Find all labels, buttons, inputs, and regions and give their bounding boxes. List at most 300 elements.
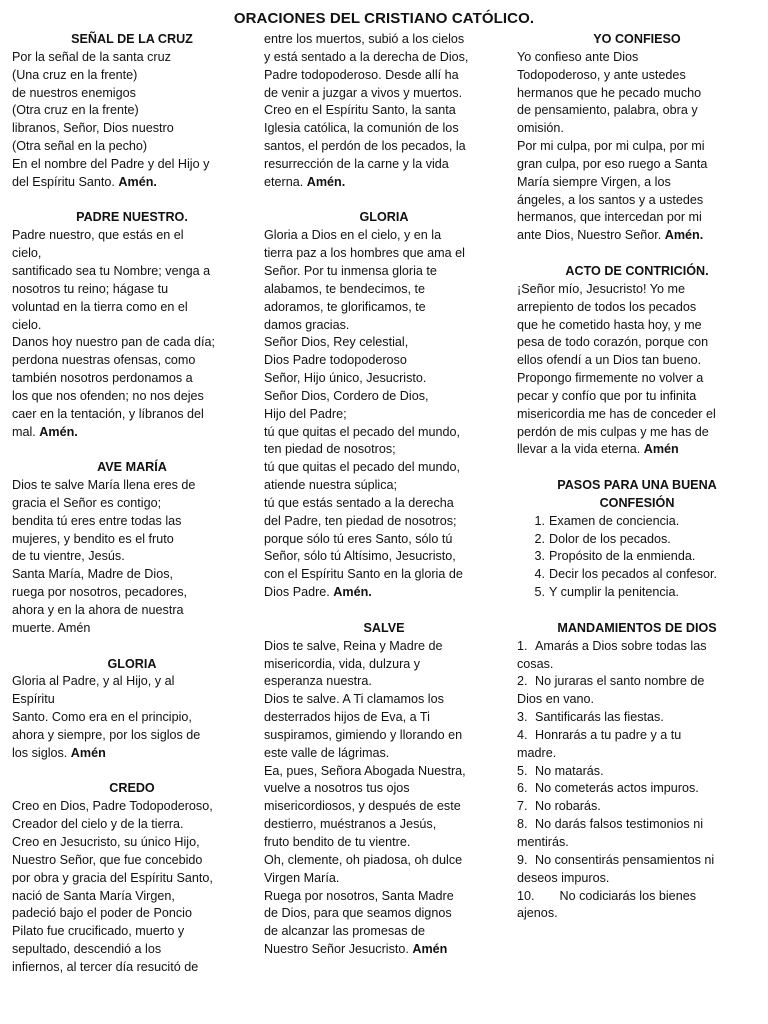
prayer-gloria-larga bbox=[264, 209, 504, 602]
prayer-line bbox=[264, 388, 504, 406]
prayer-line bbox=[264, 245, 504, 263]
section-spacer bbox=[517, 459, 757, 477]
prayer-yo-confieso bbox=[517, 31, 757, 245]
mandamiento-text: Honrarás a tu padre y a tu bbox=[535, 727, 682, 742]
prayer-line-text: ¡Señor mío, Jesucristo! Yo me bbox=[517, 281, 685, 296]
prayer-line-text: del Padre, ten piedad de nosotros; bbox=[264, 513, 457, 528]
prayer-line bbox=[12, 85, 252, 103]
mandamiento-text-cont: mentirás. bbox=[517, 834, 569, 849]
mandamiento-item bbox=[517, 780, 757, 798]
prayer-line-text: cielo, bbox=[12, 246, 42, 261]
mandamiento-text: No cometerás actos impuros. bbox=[535, 781, 699, 796]
prayer-line bbox=[12, 388, 252, 406]
prayer-line bbox=[12, 816, 252, 834]
prayer-line-text: infiernos, al tercer día resucitó de bbox=[12, 959, 199, 974]
section-spacer bbox=[12, 192, 252, 210]
pasos-number: 5. bbox=[534, 585, 545, 600]
mandamiento-text-cont: madre. bbox=[517, 745, 557, 760]
mandamiento-text: No juraras el santo nombre de bbox=[535, 674, 705, 689]
prayer-line-text: atiende nuestra súplica; bbox=[264, 478, 398, 493]
mandamiento-text: No codiciarás los bienes bbox=[535, 888, 696, 903]
prayer-line-text: arrepiento de todos los pecados bbox=[517, 299, 697, 314]
prayer-line bbox=[264, 49, 504, 67]
prayer-line bbox=[517, 192, 757, 210]
prayer-line-text: Virgen María. bbox=[264, 870, 340, 885]
prayer-line bbox=[517, 102, 757, 120]
prayer-line-text: ruega por nosotros, pecadores, bbox=[12, 585, 188, 600]
pasos-text: Examen de conciencia. bbox=[549, 513, 680, 528]
prayer-line bbox=[264, 745, 504, 763]
prayer-line-text: Padre todopoderoso. Desde allí ha bbox=[264, 67, 459, 82]
prayer-line bbox=[264, 352, 504, 370]
prayer-line bbox=[12, 317, 252, 335]
mandamiento-number: 10. bbox=[517, 888, 535, 903]
pasos-confesion bbox=[517, 477, 757, 602]
prayer-line-text: omisión. bbox=[517, 121, 564, 136]
prayer-line bbox=[264, 638, 504, 656]
mandamiento-row bbox=[517, 852, 757, 870]
prayer-line-text: hermanos, que intercedan por mi bbox=[517, 210, 702, 225]
prayer-line bbox=[264, 227, 504, 245]
pasos-list bbox=[517, 513, 757, 602]
prayer-line bbox=[264, 780, 504, 798]
prayer-line bbox=[517, 85, 757, 103]
prayer-line-text: de tu vientre, Jesús. bbox=[12, 549, 125, 564]
prayer-line bbox=[12, 156, 252, 174]
prayer-line-text: misericordia me has de conceder el bbox=[517, 406, 716, 421]
prayer-line bbox=[264, 691, 504, 709]
prayer-line-text: Creo en Jesucristo, su único Hijo, bbox=[12, 834, 200, 849]
prayer-line bbox=[12, 745, 252, 763]
prayer-line bbox=[12, 602, 252, 620]
prayer-line bbox=[264, 138, 504, 156]
mandamiento-row bbox=[517, 798, 757, 816]
prayer-heading: YO CONFIESO bbox=[593, 32, 681, 46]
section-spacer bbox=[12, 441, 252, 459]
mandamiento-text-cont: ajenos. bbox=[517, 906, 558, 921]
prayer-line bbox=[264, 870, 504, 888]
mandamiento-item bbox=[517, 709, 757, 727]
prayer-line-text: voluntad en la tierra como en el bbox=[12, 299, 188, 314]
mandamiento-text-cont: deseos impuros. bbox=[517, 870, 610, 885]
prayer-line-text: sepultado, descendió a los bbox=[12, 942, 162, 957]
prayer-line bbox=[12, 691, 252, 709]
prayer-senal-de-la-cruz bbox=[12, 31, 252, 192]
mandamiento-text: No matarás. bbox=[535, 763, 604, 778]
prayer-line bbox=[264, 816, 504, 834]
prayer-line-text: porque sólo tú eres Santo, sólo tú bbox=[264, 531, 453, 546]
prayer-line-text: y está sentado a la derecha de Dios, bbox=[264, 49, 469, 64]
prayer-line-text: Dios Padre todopoderoso bbox=[264, 353, 407, 368]
pasos-number: 4. bbox=[534, 567, 545, 582]
prayer-line bbox=[12, 370, 252, 388]
mandamientos-heading: MANDAMIENTOS DE DIOS bbox=[557, 620, 717, 635]
prayer-line bbox=[12, 281, 252, 299]
prayer-line bbox=[12, 102, 252, 120]
prayer-line-text: Padre nuestro, que estás en el bbox=[12, 228, 184, 243]
prayer-line bbox=[517, 281, 757, 299]
mandamiento-item bbox=[517, 798, 757, 816]
prayer-line-text: (Otra señal en la pecho) bbox=[12, 139, 148, 154]
pasos-number: 2. bbox=[534, 531, 545, 546]
prayer-line bbox=[264, 798, 504, 816]
section-spacer bbox=[12, 638, 252, 656]
prayer-line-text: Nuestro Señor Jesucristo. bbox=[264, 942, 413, 957]
prayer-line-text: Señor, Hijo único, Jesucristo. bbox=[264, 371, 427, 386]
prayer-line bbox=[12, 923, 252, 941]
prayer-line bbox=[264, 763, 504, 781]
mandamiento-text: No robarás. bbox=[535, 799, 601, 814]
prayer-line-text: tú que estás sentado a la derecha bbox=[264, 495, 454, 510]
prayer-line bbox=[264, 459, 504, 477]
prayer-line bbox=[517, 334, 757, 352]
mandamiento-number: 6. bbox=[517, 781, 528, 796]
prayer-line bbox=[264, 102, 504, 120]
prayer-line bbox=[12, 245, 252, 263]
prayer-line bbox=[264, 85, 504, 103]
pasos-item bbox=[517, 584, 757, 602]
prayer-credo-continuacion bbox=[264, 31, 504, 192]
prayer-line bbox=[12, 870, 252, 888]
prayer-line-text: de nuestros enemigos bbox=[12, 85, 136, 100]
column-1 bbox=[12, 31, 252, 977]
prayer-line bbox=[264, 156, 504, 174]
document-title: ORACIONES DEL CRISTIANO CATÓLICO. bbox=[233, 10, 535, 27]
prayer-line bbox=[12, 513, 252, 531]
mandamiento-number: 2. bbox=[517, 674, 528, 689]
prayer-line bbox=[12, 120, 252, 138]
mandamiento-text-cont: Dios en vano. bbox=[517, 692, 595, 707]
prayer-line-text: ahora y siempre, por los siglos de bbox=[12, 727, 201, 742]
mandamiento-text-cont: cosas. bbox=[517, 656, 554, 671]
prayer-line bbox=[12, 959, 252, 977]
prayer-line-text: Dios Padre. bbox=[264, 585, 334, 600]
section-spacer bbox=[517, 245, 757, 263]
prayer-line-text: cielo. bbox=[12, 317, 42, 332]
prayer-line bbox=[264, 495, 504, 513]
prayer-line-text: libranos, Señor, Dios nuestro bbox=[12, 121, 174, 136]
prayer-line bbox=[517, 370, 757, 388]
prayer-line bbox=[264, 656, 504, 674]
prayer-heading: SEÑAL DE LA CRUZ bbox=[71, 32, 193, 46]
prayer-line bbox=[264, 370, 504, 388]
prayer-line bbox=[12, 49, 252, 67]
prayer-line bbox=[12, 138, 252, 156]
prayer-line-text: misericordia, vida, dulzura y bbox=[264, 656, 421, 671]
prayer-line-text: María siempre Virgen, a los bbox=[517, 174, 671, 189]
prayer-line-text: del Espíritu Santo. bbox=[12, 174, 119, 189]
prayer-line bbox=[264, 531, 504, 549]
section-spacer bbox=[12, 763, 252, 781]
prayer-line-text: (Una cruz en la frente) bbox=[12, 67, 138, 82]
pasos-heading: PASOS PARA UNA BUENA bbox=[557, 478, 717, 493]
pasos-number: 3. bbox=[534, 549, 545, 564]
prayer-line-text: Señor. Por tu inmensa gloria te bbox=[264, 263, 437, 278]
prayer-heading: SALVE bbox=[363, 620, 405, 635]
prayer-line bbox=[517, 352, 757, 370]
prayer-line bbox=[264, 584, 504, 602]
prayer-line-text: Todopoderoso, y ante ustedes bbox=[517, 67, 686, 82]
prayer-line-text: Oh, clemente, oh piadosa, oh dulce bbox=[264, 852, 463, 867]
prayer-amen: Amén. bbox=[118, 174, 157, 189]
prayer-heading: AVE MARÍA bbox=[97, 460, 167, 475]
prayer-line-text: caer en la tentación, y líbranos del bbox=[12, 406, 204, 421]
prayer-line bbox=[12, 548, 252, 566]
prayer-line-text: ángeles, a los santos y a ustedes bbox=[517, 192, 704, 207]
prayer-line-text: Nuestro Señor, que fue concebido bbox=[12, 852, 203, 867]
prayer-line bbox=[517, 388, 757, 406]
mandamientos-list bbox=[517, 638, 757, 924]
mandamiento-row bbox=[517, 709, 757, 727]
prayer-credo bbox=[12, 780, 252, 976]
prayer-line bbox=[264, 406, 504, 424]
prayer-line-text: esperanza nuestra. bbox=[264, 674, 372, 689]
prayer-line bbox=[517, 49, 757, 67]
prayer-line-text: eterna. bbox=[264, 174, 307, 189]
mandamiento-number: 4. bbox=[517, 727, 528, 742]
prayer-line bbox=[264, 513, 504, 531]
prayer-line-text: muerte. Amén bbox=[12, 620, 91, 635]
prayer-line bbox=[264, 852, 504, 870]
mandamiento-number: 7. bbox=[517, 799, 528, 814]
prayer-line bbox=[12, 709, 252, 727]
prayer-line bbox=[517, 227, 757, 245]
mandamiento-text: No consentirás pensamientos ni bbox=[535, 852, 715, 867]
mandamiento-row bbox=[517, 763, 757, 781]
prayer-line-text: llevar a la vida eterna. bbox=[517, 442, 644, 457]
prayer-line-text: de Dios, para que seamos dignos bbox=[264, 906, 452, 921]
prayer-line-text: destierro, muéstranos a Jesús, bbox=[264, 817, 437, 832]
prayer-line bbox=[264, 905, 504, 923]
prayer-line-text: Espíritu bbox=[12, 692, 55, 707]
prayer-line-text: resurrección de la carne y la vida bbox=[264, 156, 449, 171]
prayer-amen: Amén bbox=[643, 442, 679, 457]
prayer-amen: Amén. bbox=[333, 585, 372, 600]
prayer-line bbox=[12, 905, 252, 923]
pasos-item bbox=[517, 566, 757, 584]
prayer-line bbox=[264, 174, 504, 192]
mandamiento-item bbox=[517, 816, 757, 852]
prayer-line bbox=[12, 174, 252, 192]
prayer-line-text: Por mi culpa, por mi culpa, por mi bbox=[517, 139, 705, 154]
prayer-heading: GLORIA bbox=[107, 656, 157, 671]
prayer-line bbox=[517, 209, 757, 227]
mandamiento-item bbox=[517, 638, 757, 674]
pasos-number: 1. bbox=[534, 513, 545, 528]
prayer-line-text: con el Espíritu Santo en la gloria de bbox=[264, 567, 463, 582]
prayer-line bbox=[264, 299, 504, 317]
prayer-line-text: Dios te salve María llena eres de bbox=[12, 478, 196, 493]
prayer-line bbox=[517, 174, 757, 192]
prayer-line-text: Gloria al Padre, y al Hijo, y al bbox=[12, 674, 175, 689]
prayer-line bbox=[12, 620, 252, 638]
prayer-line bbox=[12, 834, 252, 852]
mandamiento-row bbox=[517, 816, 757, 834]
mandamiento-row bbox=[517, 888, 757, 906]
prayer-line bbox=[517, 138, 757, 156]
prayer-line-text: En el nombre del Padre y del Hijo y bbox=[12, 156, 210, 171]
prayer-amen: Amén. bbox=[306, 174, 346, 189]
prayer-line-text: los que nos ofenden; no nos dejes bbox=[12, 388, 204, 403]
prayer-padre-nuestro bbox=[12, 209, 252, 441]
prayer-amen: Amén bbox=[412, 942, 448, 957]
prayer-line-text: vuelve a nosotros tus ojos bbox=[264, 781, 410, 796]
prayer-line bbox=[12, 531, 252, 549]
prayer-line-text: pecar y confío que por tu infinita bbox=[517, 388, 697, 403]
prayer-line-text: Gloria a Dios en el cielo, y en la bbox=[264, 228, 442, 243]
prayer-line-text: mal. bbox=[12, 424, 40, 439]
prayer-line-text: Señor Dios, Cordero de Dios, bbox=[264, 388, 429, 403]
section-spacer bbox=[264, 192, 504, 210]
pasos-item bbox=[517, 548, 757, 566]
prayer-line bbox=[12, 673, 252, 691]
prayer-line bbox=[264, 727, 504, 745]
prayer-line-text: Santa María, Madre de Dios, bbox=[12, 567, 173, 582]
prayer-line bbox=[264, 941, 504, 959]
prayer-line bbox=[12, 67, 252, 85]
prayer-line bbox=[12, 798, 252, 816]
pasos-heading: CONFESIÓN bbox=[599, 495, 675, 510]
prayer-line-text: Danos hoy nuestro pan de cada día; bbox=[12, 335, 216, 350]
prayer-line-text: bendita tú eres entre todas las bbox=[12, 513, 182, 528]
mandamiento-row bbox=[517, 780, 757, 798]
prayer-line bbox=[517, 156, 757, 174]
prayer-heading: CREDO bbox=[109, 781, 155, 796]
prayer-line bbox=[264, 548, 504, 566]
mandamiento-number: 8. bbox=[517, 817, 528, 832]
section-spacer bbox=[517, 602, 757, 620]
prayer-line-text: damos gracias. bbox=[264, 317, 350, 332]
prayer-line-text: tierra paz a los hombres que ama el bbox=[264, 246, 465, 261]
prayer-line-text: entre los muertos, subió a los cielos bbox=[264, 32, 465, 46]
prayer-line bbox=[12, 566, 252, 584]
prayer-line-text: Hijo del Padre; bbox=[264, 406, 347, 421]
prayer-line-text: Creo en Dios, Padre Todopoderoso, bbox=[12, 799, 213, 814]
prayer-line bbox=[264, 888, 504, 906]
column-3 bbox=[517, 31, 757, 923]
prayer-line-text: padeció bajo el poder de Poncio bbox=[12, 906, 192, 921]
prayer-line-text: gran culpa, por eso ruego a Santa bbox=[517, 156, 708, 171]
mandamiento-item bbox=[517, 852, 757, 888]
prayer-line-text: Señor, sólo tú Altísimo, Jesucristo, bbox=[264, 549, 456, 564]
prayer-line-text: nació de Santa María Virgen, bbox=[12, 888, 175, 903]
pasos-text: Y cumplir la penitencia. bbox=[549, 585, 679, 600]
prayer-line bbox=[12, 227, 252, 245]
prayer-line-text: por obra y gracia del Espíritu Santo, bbox=[12, 870, 213, 885]
prayer-line-text: Por la señal de la santa cruz bbox=[12, 49, 171, 64]
mandamiento-item bbox=[517, 888, 757, 924]
prayer-amen: Amén. bbox=[664, 228, 704, 243]
prayer-line-text: ahora y en la ahora de nuestra bbox=[12, 603, 184, 617]
prayer-line-text: fruto bendito de tu vientre. bbox=[264, 834, 411, 849]
prayer-line bbox=[517, 317, 757, 335]
prayer-line bbox=[12, 495, 252, 513]
prayer-line bbox=[264, 263, 504, 281]
prayer-line-text: Pilato fue crucificado, muerto y bbox=[12, 924, 185, 939]
prayer-line-text: Ruega por nosotros, Santa Madre bbox=[264, 888, 454, 903]
prayer-line bbox=[12, 584, 252, 602]
prayer-line-text: Yo confieso ante Dios bbox=[517, 49, 639, 64]
prayer-acto-de-contricion bbox=[517, 263, 757, 459]
prayer-line bbox=[264, 709, 504, 727]
prayer-line-text: misericordiosos, y después de este bbox=[264, 799, 461, 814]
prayer-line bbox=[264, 673, 504, 691]
prayer-line bbox=[517, 67, 757, 85]
prayer-line-text: Ea, pues, Señora Abogada Nuestra, bbox=[264, 763, 466, 778]
prayer-line-text: Santo. Como era en el principio, bbox=[12, 710, 192, 725]
prayer-line-text: de venir a juzgar a vivos y muertos. bbox=[264, 85, 463, 100]
mandamiento-number: 9. bbox=[517, 852, 528, 867]
prayer-line bbox=[264, 566, 504, 584]
prayer-line-text: los siglos. bbox=[12, 745, 71, 760]
pasos-text: Propósito de la enmienda. bbox=[549, 549, 696, 564]
prayer-line-text: gracia el Señor es contigo; bbox=[12, 495, 162, 510]
prayer-line-text: mujeres, y bendito es el fruto bbox=[12, 531, 174, 546]
prayer-line-text: santificado sea tu Nombre; venga a bbox=[12, 263, 211, 278]
prayer-line bbox=[517, 406, 757, 424]
pasos-text: Decir los pecados al confesor. bbox=[549, 567, 718, 582]
prayer-line-text: perdón de mis culpas y me has de bbox=[517, 424, 709, 439]
prayer-line bbox=[264, 441, 504, 459]
prayer-line bbox=[12, 263, 252, 281]
prayer-line-text: tú que quitas el pecado del mundo, bbox=[264, 424, 461, 439]
prayer-heading: PADRE NUESTRO. bbox=[76, 210, 188, 225]
prayer-line bbox=[264, 317, 504, 335]
prayer-line bbox=[264, 31, 504, 49]
mandamiento-text: No darás falsos testimonios ni bbox=[535, 817, 703, 832]
prayer-line bbox=[12, 334, 252, 352]
prayer-line-text: Propongo firmemente no volver a bbox=[517, 371, 704, 386]
prayer-line-text: hermanos que he pecado mucho bbox=[517, 85, 702, 100]
mandamiento-item bbox=[517, 673, 757, 709]
pasos-item bbox=[517, 513, 757, 531]
prayer-line bbox=[12, 888, 252, 906]
prayer-amen: Amén. bbox=[39, 424, 78, 439]
prayer-line bbox=[264, 120, 504, 138]
mandamiento-row bbox=[517, 638, 757, 656]
prayer-line-text: adoramos, te glorificamos, te bbox=[264, 299, 426, 314]
prayer-line bbox=[517, 441, 757, 459]
prayer-heading: ACTO DE CONTRICIÓN. bbox=[565, 263, 709, 278]
prayer-line bbox=[12, 299, 252, 317]
prayer-gloria-corta bbox=[12, 656, 252, 763]
mandamiento-item bbox=[517, 727, 757, 763]
prayer-line-text: pesa de todo corazón, porque con bbox=[517, 335, 709, 350]
mandamiento-number: 1. bbox=[517, 638, 528, 653]
prayer-line bbox=[517, 299, 757, 317]
prayer-line-text: también nosotros perdonamos a bbox=[12, 371, 193, 386]
prayer-line-text: ante Dios, Nuestro Señor. bbox=[517, 228, 665, 243]
prayer-line-text: de pensamiento, palabra, obra y bbox=[517, 103, 698, 118]
prayer-line-text: ellos ofendí a un Dios tan bueno. bbox=[517, 353, 702, 368]
prayer-line-text: Creo en el Espíritu Santo, la santa bbox=[264, 103, 456, 118]
pasos-item bbox=[517, 531, 757, 549]
prayer-line bbox=[264, 834, 504, 852]
prayer-line bbox=[12, 424, 252, 442]
mandamiento-item bbox=[517, 763, 757, 781]
prayer-line bbox=[12, 477, 252, 495]
prayer-amen: Amén bbox=[70, 745, 106, 760]
mandamiento-row bbox=[517, 673, 757, 691]
prayer-ave-maria bbox=[12, 459, 252, 637]
prayer-line-text: nosotros tu reino; hágase tu bbox=[12, 281, 169, 296]
prayer-line bbox=[264, 923, 504, 941]
prayer-line-text: Creador del cielo y de la tierra. bbox=[12, 817, 184, 832]
prayer-line bbox=[12, 941, 252, 959]
prayer-line-text: Dios te salve. A Ti clamamos los bbox=[264, 692, 444, 707]
mandamiento-text: Santificarás las fiestas. bbox=[535, 710, 664, 725]
mandamientos-de-dios bbox=[517, 620, 757, 923]
